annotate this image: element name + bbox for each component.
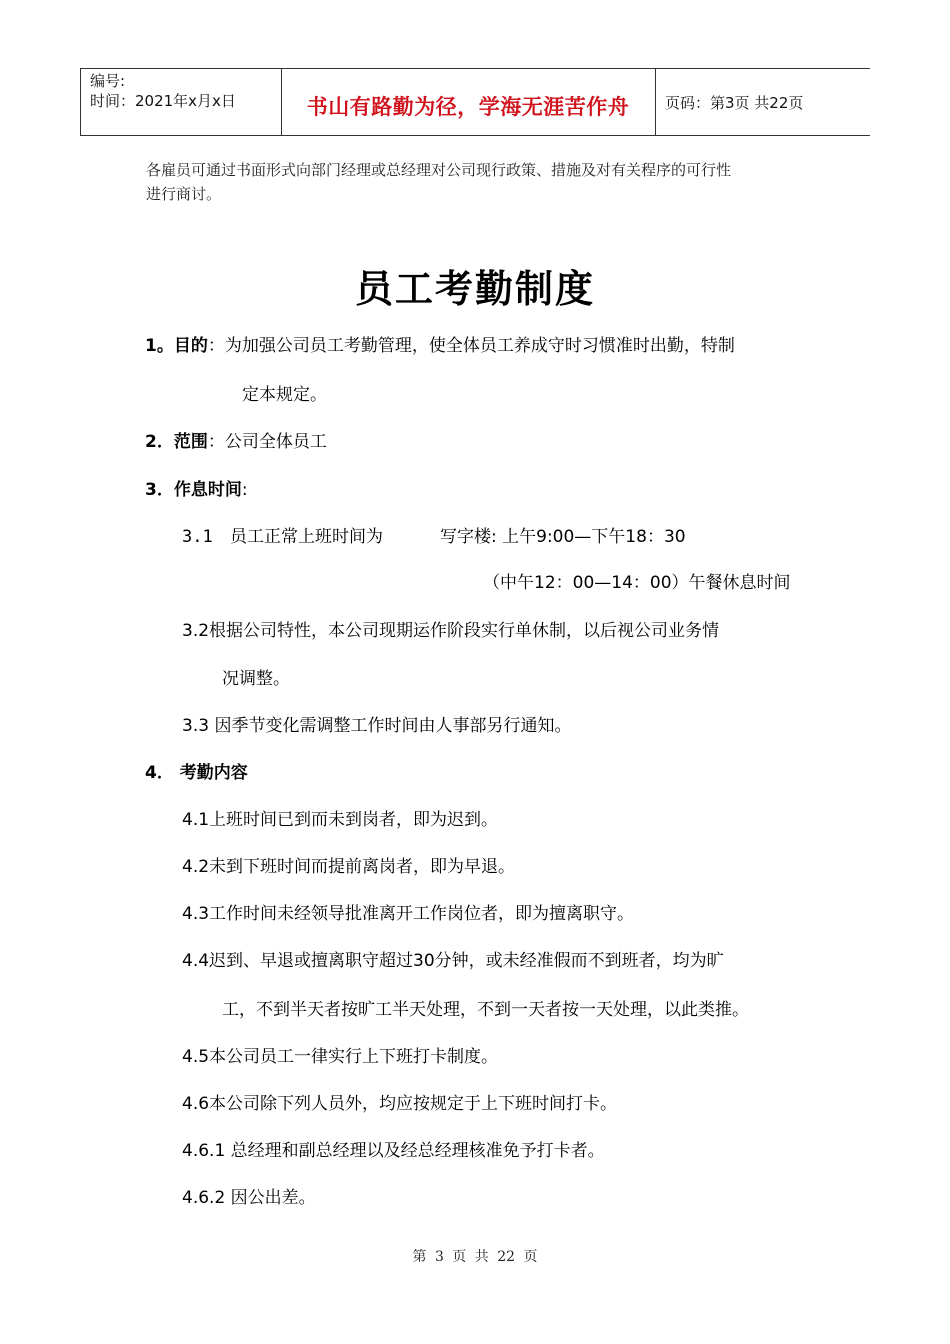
section-4-4-continuation: 工，不到半天者按旷工半天处理，不到一天者按一天处理，以此类推。 — [222, 1000, 749, 1020]
section-2-text: ：公司全体员工 — [207, 432, 327, 452]
section-4-6-2-text: 4.6.2 因公出差。 — [182, 1188, 316, 1208]
section-1-continuation: 定本规定。 — [242, 385, 327, 405]
intro-paragraph — [146, 158, 826, 206]
section-3-1-text: 员工正常上班时间为 — [230, 527, 383, 547]
section-3-2-continuation: 况调整。 — [222, 669, 290, 689]
page-footer: 第 3 页 共 22 页 — [412, 1249, 538, 1265]
section-3-colon: : — [241, 480, 248, 500]
section-1-text: ：为加强公司员工考勤管理，使全体员工养成守时习惯准时出勤，特制 — [207, 336, 735, 356]
page-code-label: 页码：第3页 共22页 — [665, 94, 804, 112]
section-3-1-number: 3.1 — [182, 527, 213, 547]
section-3-2-text: 3.2根据公司特性，本公司现期运作阶段实行单休制，以后视公司业务情 — [182, 621, 720, 641]
document-number-label: 编号: — [90, 72, 126, 90]
header-divider-left — [80, 69, 81, 135]
section-4-6-text: 4.6本公司除下列人员外，均应按规定于上下班时间打卡。 — [182, 1094, 618, 1114]
section-4-6-1-text: 4.6.1 总经理和副总经理以及经总经理核准免予打卡者。 — [182, 1141, 605, 1161]
section-4-heading-text: 4． 考勤内容 — [145, 763, 248, 783]
section-1-heading: 1。目的 — [145, 336, 208, 356]
section-4-heading — [145, 761, 248, 785]
header-divider-middle-right — [655, 69, 656, 135]
section-4-1-text: 4.1上班时间已到而未到岗者，即为迟到。 — [182, 810, 499, 830]
document-title: 员工考勤制度 — [354, 267, 595, 311]
section-4-2-text: 4.2未到下班时间而提前离岗者，即为早退。 — [182, 857, 516, 877]
section-3-1-lunch-break: （中午12：00—14：00）午餐休息时间 — [483, 573, 791, 593]
section-4-4-text: 4.4迟到、早退或擅离职守超过30分钟，或未经准假而不到班者，均为旷 — [182, 951, 724, 971]
document-time-label: 时间：2021年x月x日 — [90, 92, 236, 110]
section-3-3-text: 3.3 因季节变化需调整工作时间由人事部另行通知。 — [182, 716, 572, 736]
section-3-1-office-hours: 写字楼: 上午9:00—下午18：30 — [440, 527, 686, 547]
section-4-5-text: 4.5本公司员工一律实行上下班打卡制度。 — [182, 1047, 499, 1067]
section-3-heading: 3．作息时间 — [145, 480, 242, 500]
page-header — [80, 68, 870, 136]
section-4-3-text: 4.3工作时间未经领导批准离开工作岗位者，即为擅离职守。 — [182, 904, 635, 924]
intro-line-1: 各雇员可通过书面形式向部门经理或总经理对公司现行政策、措施及对有关程序的可行性 — [146, 161, 732, 179]
section-2-line — [145, 430, 327, 454]
section-3-line — [145, 478, 248, 502]
intro-line-2: 进行商讨。 — [146, 185, 222, 203]
section-2-heading: 2．范围 — [145, 432, 208, 452]
section-1-line — [145, 334, 735, 358]
motto-cell — [281, 69, 655, 135]
motto-text: 书山有路勤为径，学海无涯苦作舟 — [306, 95, 630, 119]
